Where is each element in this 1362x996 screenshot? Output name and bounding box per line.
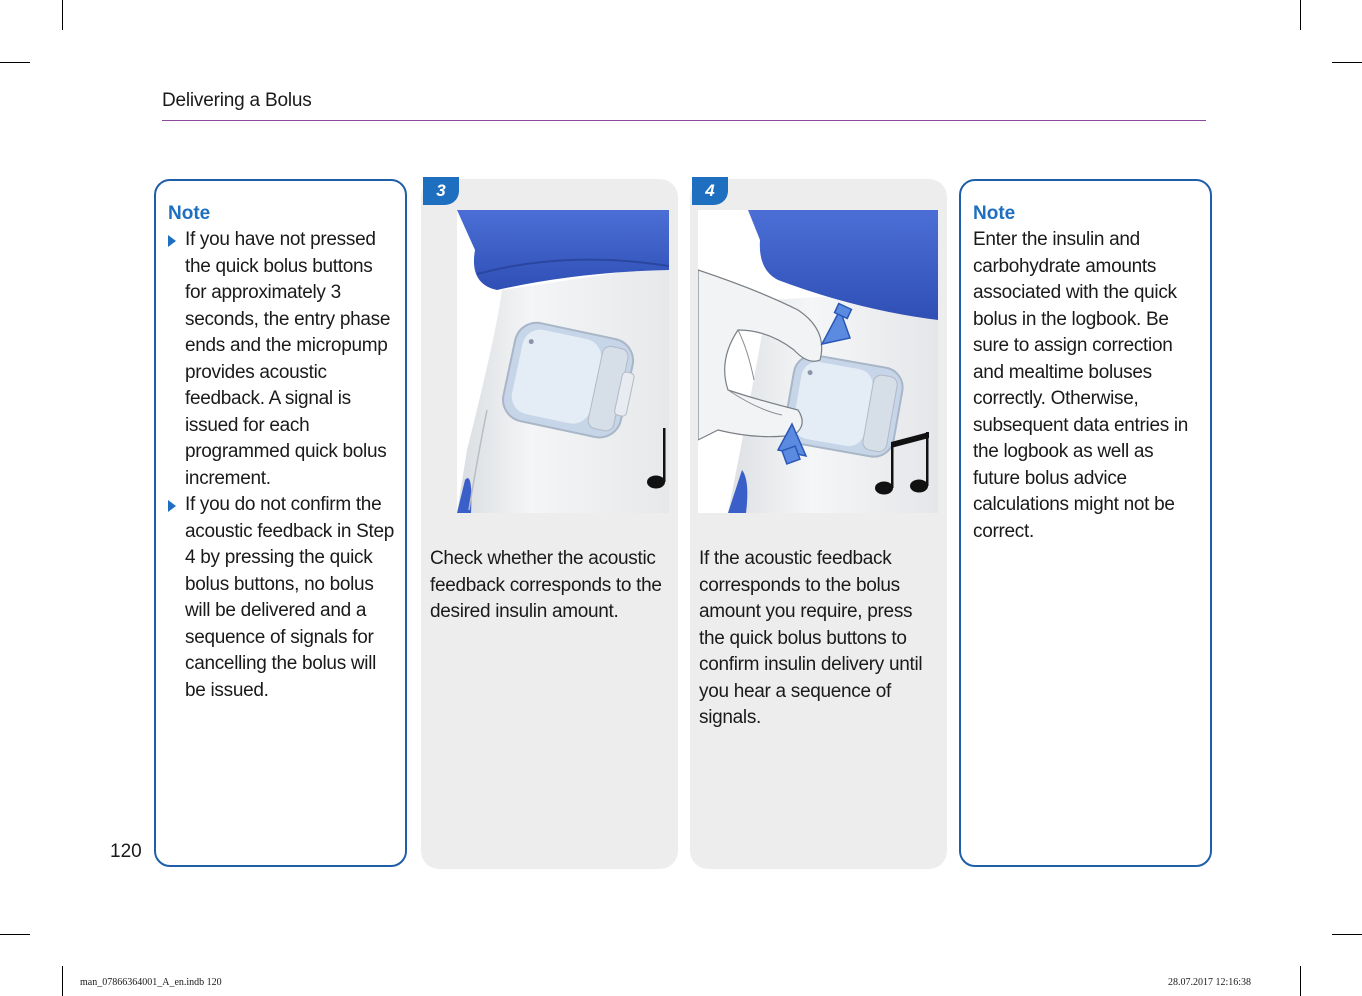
note-bullet [168, 492, 397, 704]
step-instruction: Check whether the acoustic feedback corresponds to the desired insulin amount. [430, 548, 662, 622]
pump-illustration-svg [457, 210, 669, 513]
section-title: Delivering a Bolus [162, 90, 312, 111]
note-title: Note [168, 203, 211, 224]
print-file-slug: man_07866364001_A_en.indb 120 [80, 977, 222, 988]
note-body-text: Enter the insulin and carbohydrate amounts associated with the quick bolus in the logbook. Be sure to assign correction and mealtime boluses correctly. Otherwise, subsequent data entries in the logbook as well as future bolus advice calculations might not be correct. [973, 229, 1189, 542]
crop-mark [62, 0, 63, 30]
crop-mark [0, 62, 30, 63]
hand-press-illustration-svg [698, 210, 938, 513]
crop-mark [1332, 62, 1362, 63]
crop-mark [1300, 0, 1301, 30]
note-bullet-text: If you do not confirm the acoustic feedback in Step 4 by pressing the quick bolus buttons, no bolus will be delivered and a sequence of signals for cancelling the bolus will be issued. [185, 494, 395, 701]
step-panel-4 [690, 179, 947, 869]
step-panel-3 [421, 179, 678, 869]
micropump-on-body-illustration [457, 210, 669, 513]
crop-mark [0, 934, 30, 935]
page-number: 120 [110, 841, 142, 862]
note-bullet-text: If you have not pressed the quick bolus buttons for approximately 3 seconds, the entry phase ends and the micropump provides acoustic feedback. A signal is issued for each programmed quick bolus increment. [185, 229, 391, 489]
note-title: Note [973, 203, 1016, 224]
note-box-left [154, 179, 407, 867]
print-timestamp: 28.07.2017 12:16:38 [1168, 977, 1252, 988]
step-instruction: If the acoustic feedback corresponds to the bolus amount you require, press the quick bolus buttons to confirm insulin delivery until you hear a sequence of signals. [699, 548, 923, 728]
triangle-bullet-icon [168, 235, 176, 247]
crop-mark [1332, 934, 1362, 935]
note-bullet-list [168, 227, 397, 704]
step-number-badge: 3 [423, 177, 459, 205]
step-number-badge: 4 [692, 177, 728, 205]
triangle-bullet-icon [168, 500, 176, 512]
note-bullet [168, 227, 397, 492]
header-divider [162, 120, 1206, 121]
note-body [168, 227, 397, 704]
crop-mark [62, 966, 63, 996]
crop-mark [1300, 966, 1301, 996]
pressing-quick-bolus-buttons-illustration [698, 210, 938, 513]
note-box-right [959, 179, 1212, 867]
